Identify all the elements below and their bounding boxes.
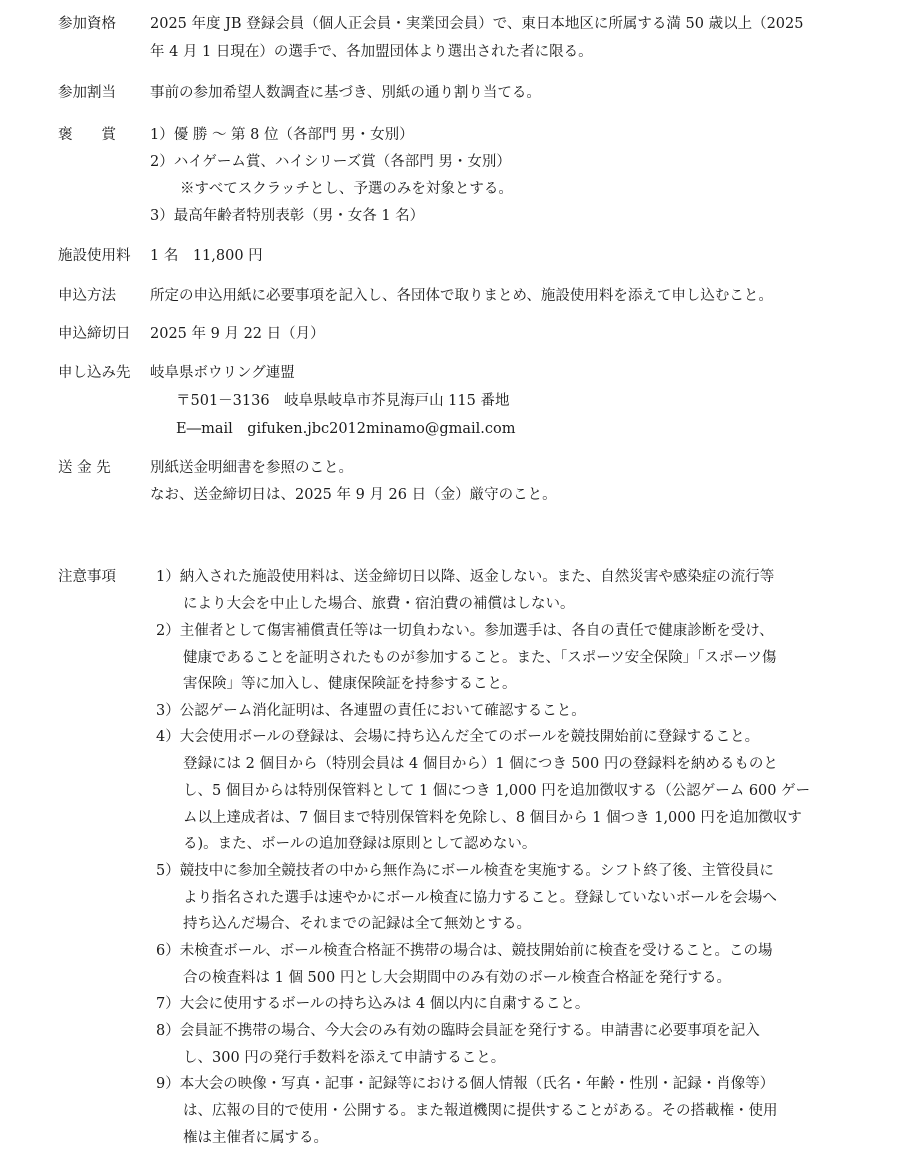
contact-address: 〒501－3136 岐阜県岐阜市芥見海戸山 115 番地 [176,393,510,409]
contact-email: E―mail gifuken.jbc2012minamo@gmail.com [176,421,516,437]
allocation-label: 参加割当 [58,85,116,101]
remittance-line-2: なお、送金締切日は、2025 年 9 月 26 日（金）厳守のこと。 [150,487,557,503]
notes-line: ム以上達成者は、7 個目まで特別保管料を免除し、8 個目から 1 個つき 1,000 円を追加徴収す [183,810,802,826]
deadline-label: 申込締切日 [58,326,131,342]
notes-line: 4）大会使用ボールの登録は、会場に持ち込んだ全てのボールを競技開始前に登録すること。 [156,729,760,745]
notes-line: 9）本大会の映像・写真・記事・記録等における個人情報（氏名・年齢・性別・記録・肖像等） [156,1076,775,1092]
notes-line: 8）会員証不携帯の場合、今大会のみ有効の臨時会員証を発行する。申請書に必要事項を記入 [156,1023,760,1039]
awards-item-2: 2）ハイゲーム賞、ハイシリーズ賞（各部門 男・女別） [150,154,511,170]
notes-line: 合の検査料は 1 個 500 円とし大会期間中のみ有効のボール検査合格証を発行する。 [183,970,732,986]
notes-line: 6）未検査ボール、ボール検査合格証不携帯の場合は、競技開始前に検査を受けること。この場 [156,943,773,959]
notes-line: 7）大会に使用するボールの持ち込みは 4 個以内に自粛すること。 [156,996,590,1012]
contact-org: 岐阜県ボウリング連盟 [150,365,295,381]
remittance-line-1: 別紙送金明細書を参照のこと。 [150,460,353,476]
notes-line: より指名された選手は速やかにボール検査に協力すること。登録していないボールを会場へ [183,890,777,906]
awards-note: ※すべてスクラッチとし、予選のみを対象とする。 [180,181,513,197]
notes-line: により大会を中止した場合、旅費・宿泊費の補償はしない。 [183,596,575,612]
contact-label: 申し込み先 [58,365,131,381]
awards-label: 褒 賞 [58,127,116,143]
eligibility-line-2: 年 4 月 1 日現在）の選手で、各加盟団体より選出された者に限る。 [150,44,593,60]
notes-line: は、広報の目的で使用・公開する。また報道機関に提供することがある。その搭載権・使用 [183,1103,778,1119]
notes-line: る)。また、ボールの追加登録は原則として認めない。 [183,836,537,852]
notes-line: 登録には 2 個目から（特別会員は 4 個目から）1 個につき 500 円の登録料を納めるものと [183,756,778,772]
awards-item-1: 1）優 勝 〜 第 8 位（各部門 男・女別） [150,127,414,143]
notes-label: 注意事項 [58,569,116,585]
eligibility-label: 参加資格 [58,16,116,32]
apply-method-text: 所定の申込用紙に必要事項を記入し、各団体で取りまとめ、施設使用料を添えて申し込むこと。 [150,288,773,304]
notes-line: 健康であることを証明されたものが参加すること。また、「スポーツ安全保険」「スポーツ傷 [183,650,777,666]
notes-line: 1）納入された施設使用料は、送金締切日以降、返金しない。また、自然災害や感染症の流行等 [156,569,775,585]
notes-line: 2）主催者として傷害補償責任等は一切負わない。参加選手は、各自の責任で健康診断を受け、 [156,623,774,639]
fee-text: 1 名 11,800 円 [150,248,263,264]
apply-method-label: 申込方法 [58,288,116,304]
notes-line: 持ち込んだ場合、それまでの記録は全て無効とする。 [183,916,531,932]
notes-line: 権は主催者に属する。 [183,1130,328,1146]
awards-item-3: 3）最高年齢者特別表彰（男・女各 1 名） [150,208,425,224]
notes-line: 5）競技中に参加全競技者の中から無作為にボール検査を実施する。シフト終了後、主管役員に [156,863,774,879]
notes-line: 害保険」等に加入し、健康保険証を持参すること。 [183,676,517,692]
notes-line: し、300 円の発行手数料を添えて申請すること。 [183,1050,506,1066]
fee-label: 施設使用料 [58,248,131,264]
remittance-label: 送 金 先 [58,460,111,476]
deadline-text: 2025 年 9 月 22 日（月） [150,326,325,342]
allocation-text: 事前の参加希望人数調査に基づき、別紙の通り割り当てる。 [150,85,541,101]
notes-line: 3）公認ゲーム消化証明は、各連盟の責任において確認すること。 [156,703,586,719]
eligibility-line-1: 2025 年度 JB 登録会員（個人正会員・実業団会員）で、東日本地区に所属する満 50 歳以上（2025 [150,16,804,32]
notes-line: し、5 個目からは特別保管料として 1 個につき 1,000 円を追加徴収する（公認ゲーム 600 ゲー [183,783,811,799]
